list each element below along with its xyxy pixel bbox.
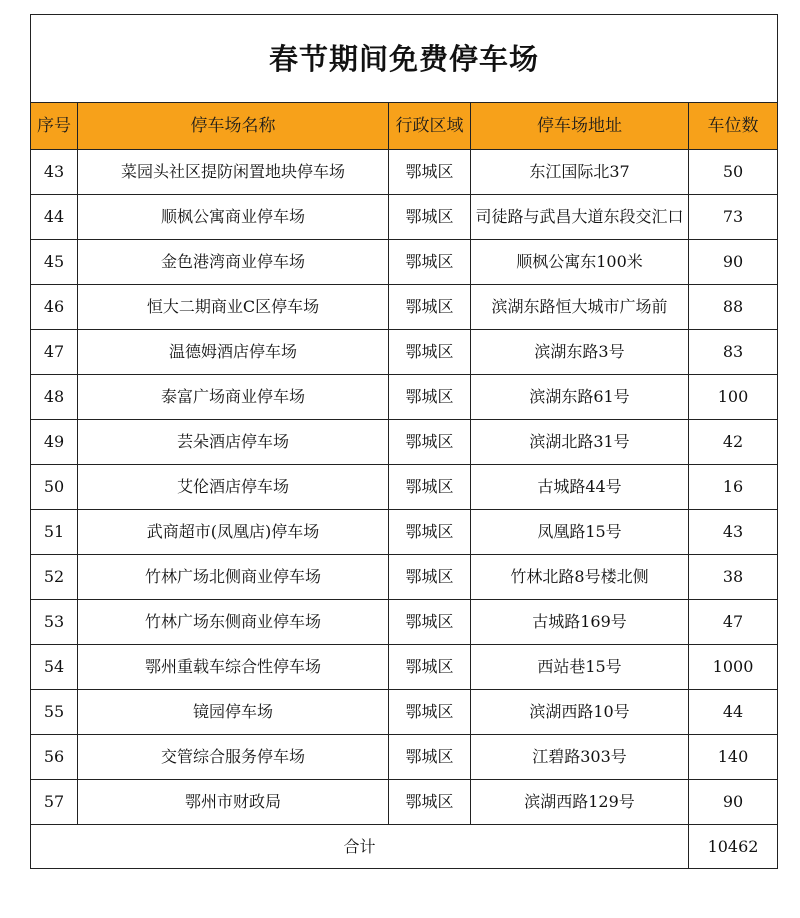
total-label: 合计 (31, 825, 689, 869)
cell-index: 46 (31, 285, 78, 330)
cell-name: 交管综合服务停车场 (78, 735, 389, 780)
cell-address: 江碧路303号 (471, 735, 689, 780)
cell-district: 鄂城区 (389, 285, 471, 330)
cell-spaces: 38 (689, 555, 778, 600)
cell-spaces: 90 (689, 780, 778, 825)
table-row (31, 510, 778, 555)
cell-name: 竹林广场东侧商业停车场 (78, 600, 389, 645)
cell-address: 凤凰路15号 (471, 510, 689, 555)
cell-name: 菜园头社区提防闲置地块停车场 (78, 150, 389, 195)
cell-index: 43 (31, 150, 78, 195)
table-row (31, 150, 778, 195)
cell-spaces: 73 (689, 195, 778, 240)
cell-index: 44 (31, 195, 78, 240)
cell-index: 47 (31, 330, 78, 375)
header-name: 停车场名称 (78, 103, 389, 150)
header-row (31, 103, 778, 150)
cell-index: 56 (31, 735, 78, 780)
table-row (31, 195, 778, 240)
cell-address: 滨湖西路10号 (471, 690, 689, 735)
cell-district: 鄂城区 (389, 690, 471, 735)
cell-address: 竹林北路8号楼北侧 (471, 555, 689, 600)
cell-name: 竹林广场北侧商业停车场 (78, 555, 389, 600)
cell-index: 57 (31, 780, 78, 825)
cell-district: 鄂城区 (389, 510, 471, 555)
cell-address: 古城路44号 (471, 465, 689, 510)
cell-address: 东江国际北37 (471, 150, 689, 195)
cell-spaces: 100 (689, 375, 778, 420)
cell-district: 鄂城区 (389, 600, 471, 645)
cell-address: 滨湖东路3号 (471, 330, 689, 375)
cell-spaces: 43 (689, 510, 778, 555)
table-row (31, 690, 778, 735)
cell-district: 鄂城区 (389, 375, 471, 420)
table-row (31, 330, 778, 375)
header-address: 停车场地址 (471, 103, 689, 150)
cell-spaces: 1000 (689, 645, 778, 690)
table-row (31, 240, 778, 285)
cell-district: 鄂城区 (389, 330, 471, 375)
cell-address: 滨湖东路恒大城市广场前 (471, 285, 689, 330)
total-row (31, 825, 778, 869)
cell-spaces: 47 (689, 600, 778, 645)
cell-district: 鄂城区 (389, 780, 471, 825)
header-spaces: 车位数 (689, 103, 778, 150)
table-row (31, 420, 778, 465)
cell-index: 55 (31, 690, 78, 735)
cell-index: 50 (31, 465, 78, 510)
table-row (31, 645, 778, 690)
cell-address: 西站巷15号 (471, 645, 689, 690)
cell-district: 鄂城区 (389, 150, 471, 195)
cell-district: 鄂城区 (389, 645, 471, 690)
cell-address: 滨湖东路61号 (471, 375, 689, 420)
cell-spaces: 42 (689, 420, 778, 465)
cell-index: 52 (31, 555, 78, 600)
cell-name: 武商超市(凤凰店)停车场 (78, 510, 389, 555)
cell-address: 滨湖西路129号 (471, 780, 689, 825)
table-row (31, 375, 778, 420)
parking-table (30, 14, 778, 869)
cell-name: 顺枫公寓商业停车场 (78, 195, 389, 240)
table-row (31, 600, 778, 645)
cell-name: 芸朵酒店停车场 (78, 420, 389, 465)
cell-name: 温德姆酒店停车场 (78, 330, 389, 375)
table-row (31, 465, 778, 510)
cell-index: 54 (31, 645, 78, 690)
header-index: 序号 (31, 103, 78, 150)
cell-district: 鄂城区 (389, 240, 471, 285)
cell-name: 泰富广场商业停车场 (78, 375, 389, 420)
cell-name: 金色港湾商业停车场 (78, 240, 389, 285)
table-row (31, 780, 778, 825)
cell-spaces: 16 (689, 465, 778, 510)
cell-name: 艾伦酒店停车场 (78, 465, 389, 510)
cell-address: 司徒路与武昌大道东段交汇口 (471, 195, 689, 240)
cell-address: 滨湖北路31号 (471, 420, 689, 465)
cell-index: 45 (31, 240, 78, 285)
cell-spaces: 83 (689, 330, 778, 375)
cell-district: 鄂城区 (389, 195, 471, 240)
total-value: 10462 (689, 825, 778, 869)
cell-spaces: 44 (689, 690, 778, 735)
cell-name: 鄂州市财政局 (78, 780, 389, 825)
table-row (31, 735, 778, 780)
cell-name: 恒大二期商业C区停车场 (78, 285, 389, 330)
cell-address: 顺枫公寓东100米 (471, 240, 689, 285)
cell-district: 鄂城区 (389, 555, 471, 600)
cell-index: 53 (31, 600, 78, 645)
cell-index: 49 (31, 420, 78, 465)
cell-address: 古城路169号 (471, 600, 689, 645)
cell-spaces: 88 (689, 285, 778, 330)
page-title: 春节期间免费停车场 (31, 15, 778, 103)
cell-district: 鄂城区 (389, 420, 471, 465)
cell-spaces: 90 (689, 240, 778, 285)
cell-name: 镜园停车场 (78, 690, 389, 735)
cell-index: 48 (31, 375, 78, 420)
header-district: 行政区域 (389, 103, 471, 150)
cell-spaces: 50 (689, 150, 778, 195)
table-row (31, 285, 778, 330)
cell-spaces: 140 (689, 735, 778, 780)
cell-index: 51 (31, 510, 78, 555)
cell-district: 鄂城区 (389, 465, 471, 510)
table-row (31, 555, 778, 600)
cell-name: 鄂州重载车综合性停车场 (78, 645, 389, 690)
cell-district: 鄂城区 (389, 735, 471, 780)
